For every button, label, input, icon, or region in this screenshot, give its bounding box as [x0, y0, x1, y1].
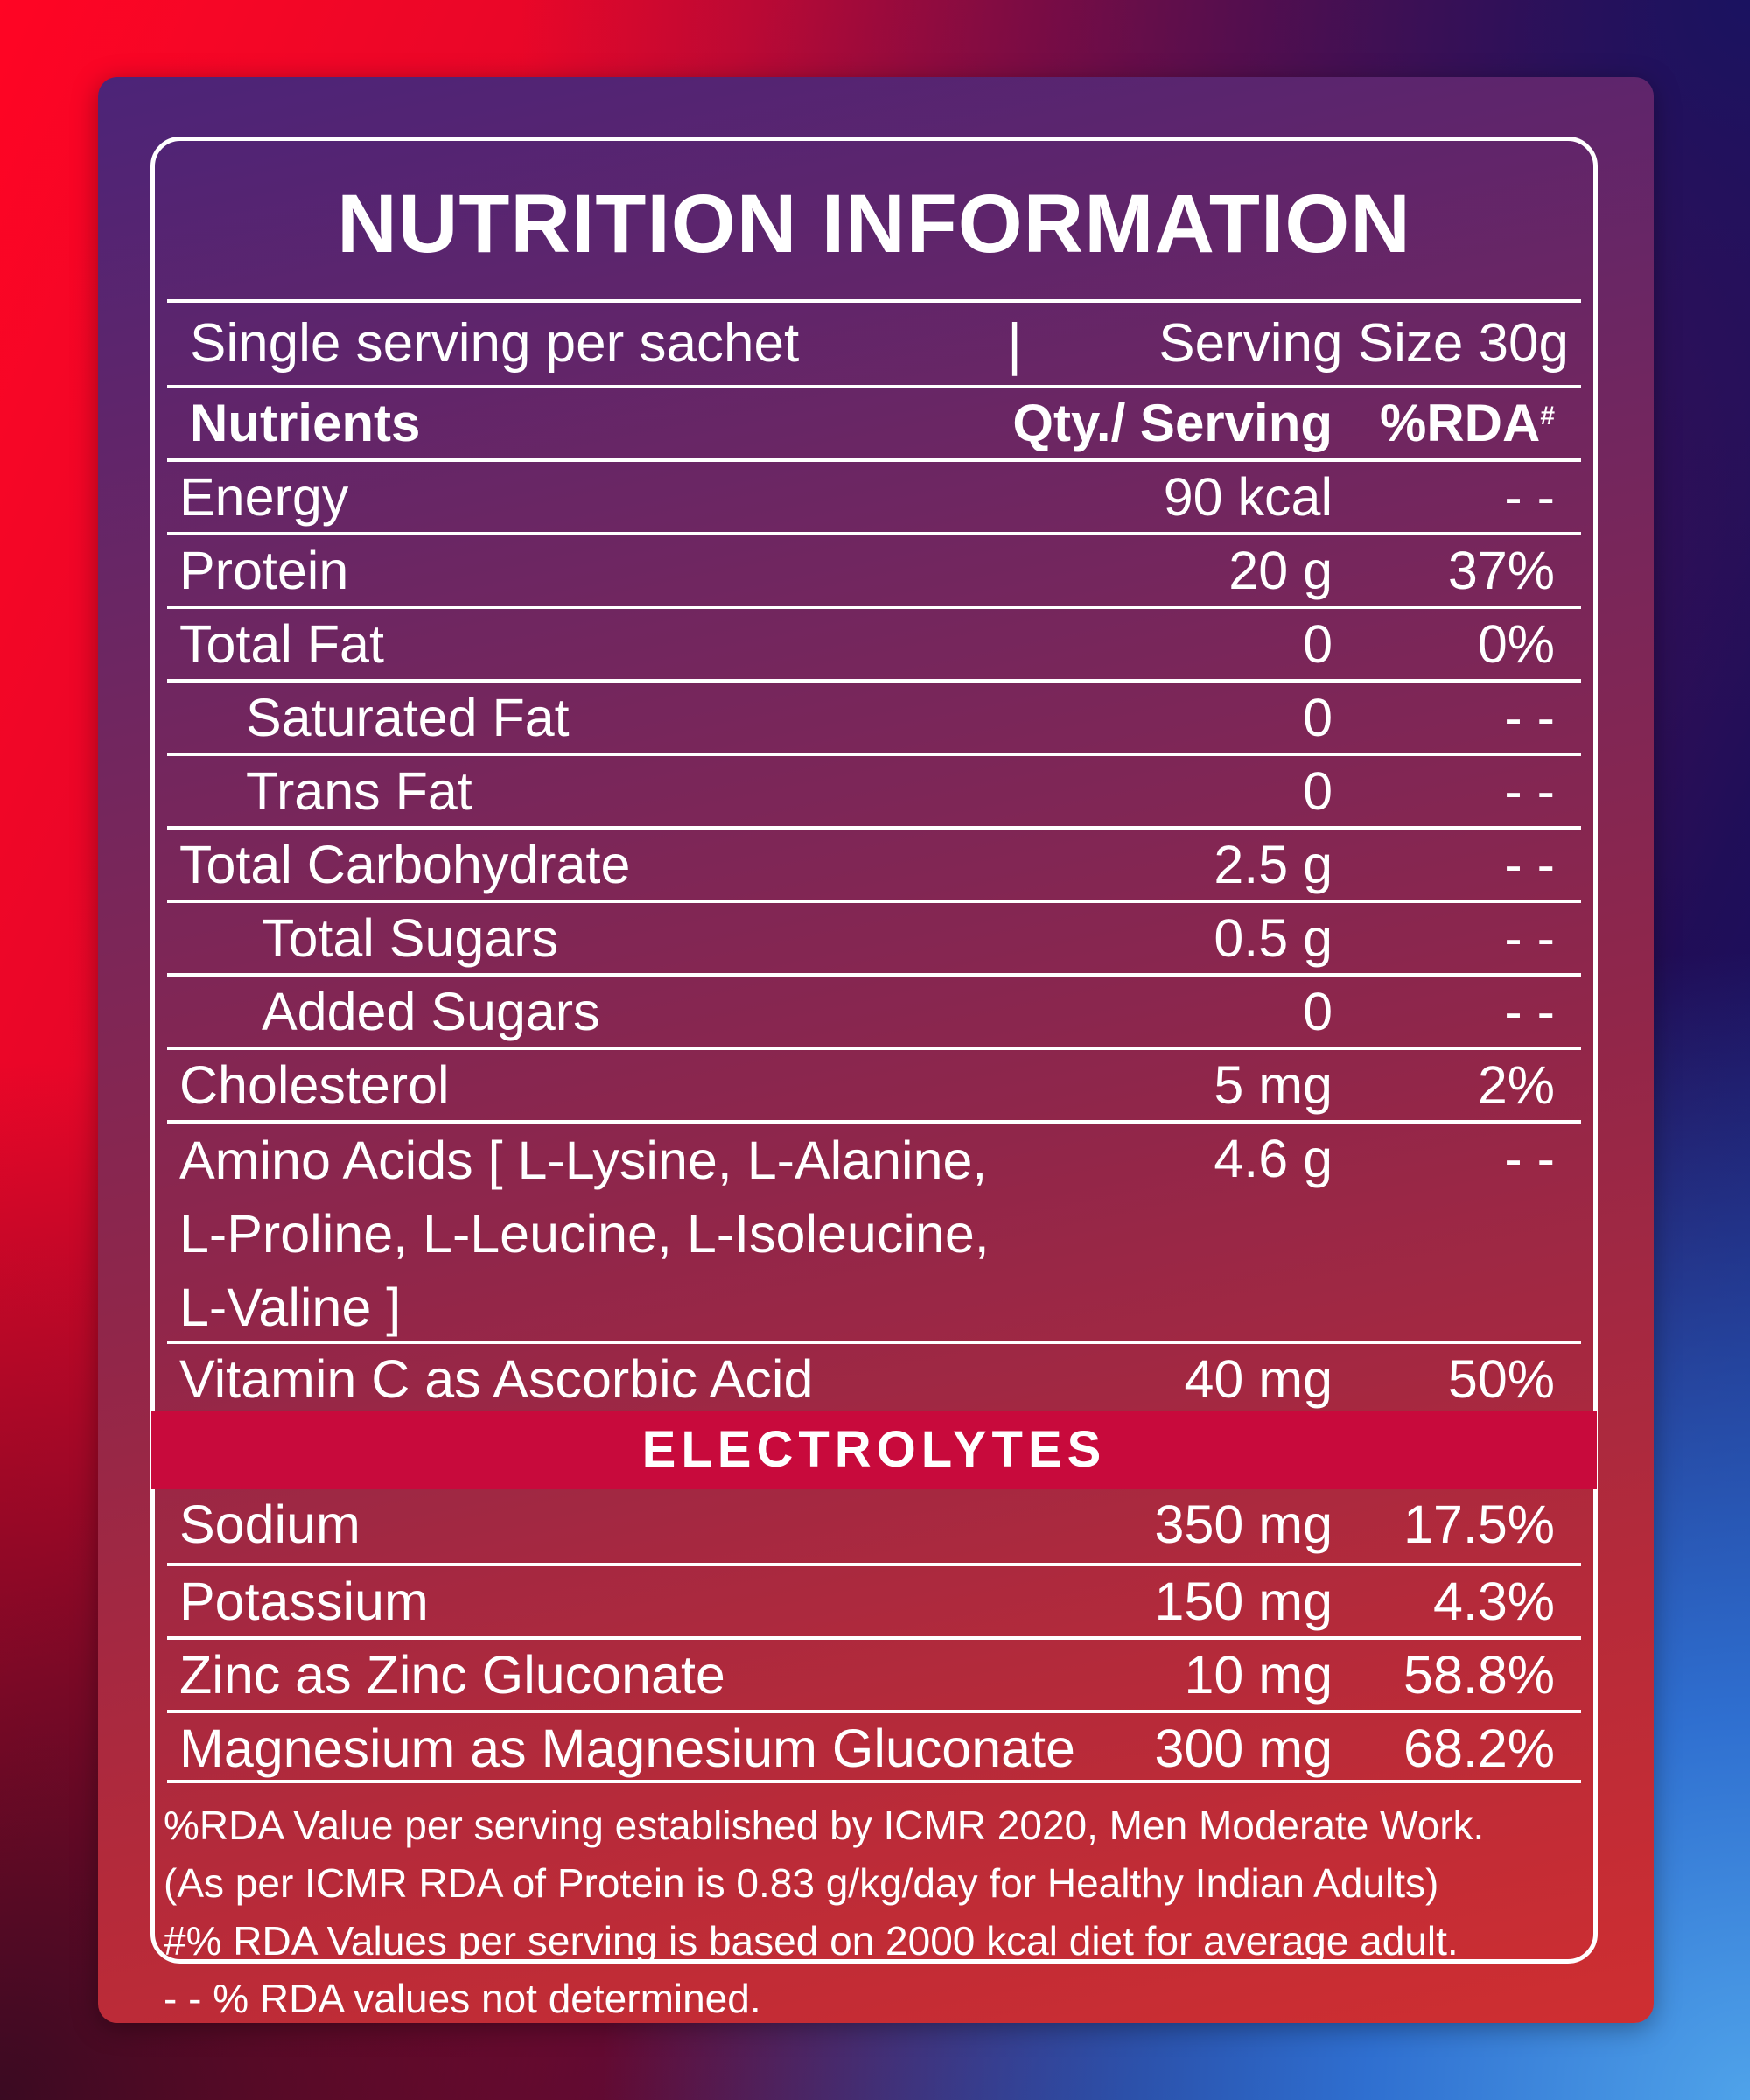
nutrient-qty: 0	[1303, 688, 1333, 747]
nutrient-name: Vitamin C as Ascorbic Acid	[179, 1349, 814, 1409]
nutrient-rda: 68.2%	[1404, 1718, 1555, 1778]
nutrient-name: Total Fat	[179, 614, 384, 674]
nutrient-rda: - -	[1504, 761, 1555, 821]
nutrient-name: Magnesium as Magnesium Gluconate	[179, 1718, 1075, 1778]
nutrient-name: Total Carbohydrate	[179, 835, 631, 894]
nutrient-qty: 10 mg	[1184, 1645, 1333, 1704]
header-rda-mark: #	[1540, 402, 1555, 430]
nutrient-name: Cholesterol	[179, 1055, 450, 1115]
nutrient-rda: 17.5%	[1404, 1494, 1555, 1554]
table-row-trans-fat	[167, 752, 1581, 826]
serving-separator: |	[1007, 312, 1023, 376]
table-header-row	[167, 388, 1581, 458]
table-row-protein	[167, 532, 1581, 606]
serving-size: Serving Size 30g	[1158, 313, 1569, 374]
table-row-sodium	[167, 1489, 1581, 1563]
nutrient-rda: - -	[1504, 982, 1555, 1041]
nutrient-rda: - -	[1504, 835, 1555, 894]
nutrient-rda: - -	[1504, 688, 1555, 747]
table-row-vitamin-c	[167, 1340, 1581, 1410]
footnote-kcal-basis: #% RDA Values per serving is based on 2000 kcal diet for average adult.	[164, 1918, 1459, 1964]
nutrient-rda: - -	[1504, 1129, 1555, 1188]
nutrient-rda: - -	[1504, 467, 1555, 527]
table-row-potassium	[167, 1563, 1581, 1636]
footnotes	[164, 1796, 1576, 2027]
nutrient-rda: 0%	[1477, 614, 1555, 674]
nutrient-name: Energy	[179, 467, 349, 527]
nutrient-qty: 0	[1303, 982, 1333, 1041]
nutrient-name: Trans Fat	[246, 761, 472, 821]
nutrition-title: NUTRITION INFORMATION	[337, 178, 1411, 270]
nutrient-name: Amino Acids [ L-Lysine, L-Alanine, L-Proline, L-Leucine, L-Isoleucine, L-Valine ]	[179, 1130, 990, 1337]
nutrient-name: Sodium	[179, 1494, 360, 1554]
nutrient-rows	[167, 458, 1581, 1783]
nutrient-rda: - -	[1504, 908, 1555, 968]
nutrient-name: Total Sugars	[262, 908, 559, 968]
table-row-added-sugars	[167, 973, 1581, 1046]
nutrient-rda: 37%	[1447, 541, 1555, 600]
footnote-not-determined: - - % RDA values not determined.	[164, 1976, 761, 2021]
nutrient-qty: 0	[1303, 761, 1333, 821]
header-rda: %RDA#	[1379, 394, 1555, 452]
nutrient-qty: 90 kcal	[1163, 467, 1333, 527]
table-row-total-fat	[167, 606, 1581, 679]
table-row-total-sugars	[167, 900, 1581, 973]
nutrient-qty: 2.5 g	[1214, 835, 1333, 894]
nutrient-rda: 2%	[1477, 1055, 1555, 1115]
nutrient-qty: 0	[1303, 614, 1333, 674]
nutrient-qty: 4.6 g	[1214, 1129, 1333, 1188]
servings-per-sachet: Single serving per sachet	[190, 313, 800, 374]
electrolytes-heading: ELECTROLYTES	[151, 1410, 1597, 1489]
nutrient-rda: 50%	[1447, 1349, 1555, 1409]
nutrient-qty: 20 g	[1228, 541, 1333, 600]
nutrient-name: Protein	[179, 541, 349, 600]
nutrient-name: Zinc as Zinc Gluconate	[179, 1645, 725, 1704]
nutrition-panel	[98, 77, 1654, 2023]
nutrient-qty: 300 mg	[1154, 1718, 1333, 1778]
header-nutrients: Nutrients	[190, 394, 421, 452]
header-qty-serving: Qty./ Serving	[1012, 394, 1333, 452]
table-row-saturated-fat	[167, 679, 1581, 752]
serving-info-row	[167, 299, 1581, 388]
nutrient-qty: 150 mg	[1154, 1572, 1333, 1631]
table-row-total-carbohydrate	[167, 826, 1581, 900]
footnote-rda-source: %RDA Value per serving established by ICMR 2020, Men Moderate Work.	[164, 1802, 1485, 1848]
nutrient-qty: 0.5 g	[1214, 908, 1333, 968]
nutrient-name: Potassium	[179, 1572, 429, 1631]
table-row-magnesium	[167, 1710, 1581, 1783]
nutrient-qty: 5 mg	[1214, 1055, 1333, 1115]
nutrient-rda: 58.8%	[1404, 1645, 1555, 1704]
table-row-zinc	[167, 1636, 1581, 1710]
footnote-protein-rda: (As per ICMR RDA of Protein is 0.83 g/kg/day for Healthy Indian Adults)	[164, 1860, 1439, 1906]
nutrient-name: Saturated Fat	[246, 688, 570, 747]
table-row-cholesterol	[167, 1046, 1581, 1120]
nutrient-qty: 350 mg	[1154, 1494, 1333, 1554]
nutrient-name: Added Sugars	[262, 982, 600, 1041]
table-row-amino-acids	[167, 1120, 1581, 1340]
nutrient-qty: 40 mg	[1184, 1349, 1333, 1409]
table-row-energy	[167, 458, 1581, 532]
nutrition-table-frame	[150, 136, 1598, 2021]
nutrient-rda: 4.3%	[1432, 1572, 1555, 1631]
